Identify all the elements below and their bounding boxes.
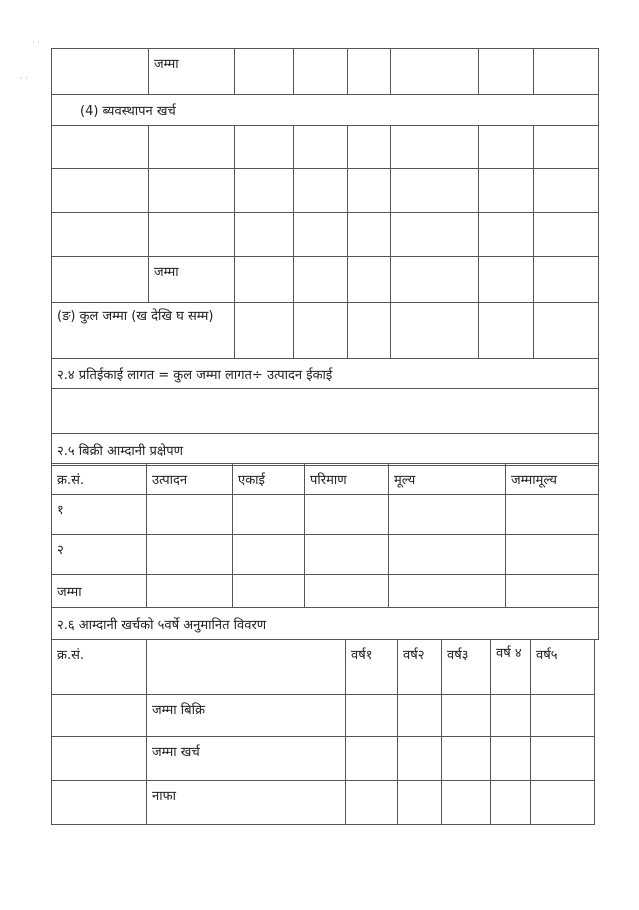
section-heading-row	[52, 608, 599, 640]
table-row	[52, 169, 599, 213]
column-header-serial: क्र.सं.	[52, 640, 147, 695]
profit-label: नाफा	[147, 781, 346, 825]
five-year-estimate-table	[51, 639, 595, 825]
table-row	[52, 49, 599, 95]
scan-mark: · ·	[20, 74, 28, 83]
management-cost-heading: (4) ब्यवस्थापन खर्च	[52, 95, 599, 126]
cost-table	[51, 48, 599, 466]
total-sales-label: जम्मा बिक्रि	[147, 695, 346, 737]
table-row	[52, 303, 599, 359]
column-header-total-value: जम्मामूल्य	[506, 464, 599, 495]
section-heading-row	[52, 359, 599, 389]
management-total-label: जम्मा	[149, 257, 235, 303]
section-heading-row	[52, 95, 599, 126]
five-year-estimate-heading: २.६ आम्दानी खर्चको ५वर्षे अनुमानित विवरण	[52, 608, 599, 640]
total-expense-label: जम्मा खर्च	[147, 737, 346, 781]
serial-number: २	[52, 535, 147, 575]
column-header-unit: एकाई	[233, 464, 305, 495]
table-row	[52, 495, 599, 535]
scan-mark: · ·	[32, 38, 40, 47]
table-row	[52, 535, 599, 575]
table-row	[52, 695, 595, 737]
sales-total-label: जम्मा	[52, 575, 147, 608]
table-header-row	[52, 640, 595, 695]
table-row	[52, 737, 595, 781]
sales-projection-heading: २.५ बिक्री आम्दानी प्रक्षेपण	[52, 434, 599, 466]
table-row	[52, 781, 595, 825]
table-row	[52, 126, 599, 169]
table-row	[52, 257, 599, 303]
table-row	[52, 575, 599, 608]
serial-number: १	[52, 495, 147, 535]
grand-total-label: (ङ) कुल जम्मा (ख देखि घ सम्म)	[52, 303, 235, 359]
table-row	[52, 389, 599, 434]
column-header-product: उत्पादन	[147, 464, 233, 495]
sales-projection-table	[51, 463, 599, 640]
column-header-serial: क्र.सं.	[52, 464, 147, 495]
per-unit-cost-heading: २.४ प्रतिईकाई लागत = कुल जम्मा लागत÷ उत्पादन ईकाई	[52, 359, 599, 389]
column-header-year-2: वर्ष२	[398, 640, 442, 695]
column-header-year-1: वर्ष१	[346, 640, 398, 695]
total-label: जम्मा	[149, 49, 235, 95]
column-header-quantity: परिमाण	[305, 464, 389, 495]
section-heading-row	[52, 434, 599, 466]
column-header-price: मूल्य	[389, 464, 506, 495]
column-header-year-4: वर्ष ४	[491, 640, 531, 695]
table-header-row	[52, 464, 599, 495]
column-header-year-5: वर्ष५	[531, 640, 595, 695]
column-header-year-3: वर्ष३	[442, 640, 491, 695]
table-row	[52, 213, 599, 257]
